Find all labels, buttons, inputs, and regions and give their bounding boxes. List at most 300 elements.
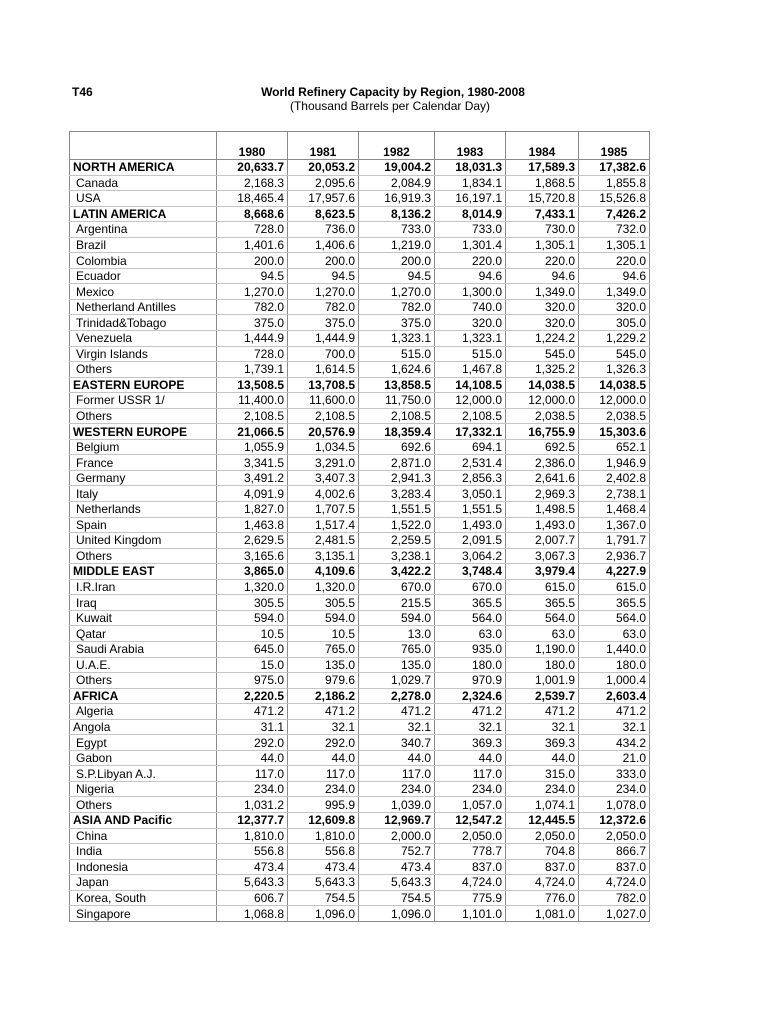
value-cell: 935.0 — [435, 641, 506, 657]
country-row — [70, 766, 650, 782]
value-cell: 3,050.1 — [435, 486, 506, 502]
country-row — [70, 346, 650, 362]
value-cell: 2,186.2 — [288, 688, 359, 704]
value-cell: 692.5 — [506, 439, 579, 455]
row-label: Others — [70, 362, 217, 378]
value-cell: 94.6 — [506, 268, 579, 284]
value-cell: 1,270.0 — [359, 284, 435, 300]
row-label: U.A.E. — [70, 657, 217, 673]
value-cell: 730.0 — [506, 222, 579, 238]
value-cell: 18,031.3 — [435, 160, 506, 176]
row-label: Gabon — [70, 750, 217, 766]
row-label: Venezuela — [70, 331, 217, 347]
row-label: United Kingdom — [70, 533, 217, 549]
value-cell: 2,539.7 — [506, 688, 579, 704]
value-cell: 2,402.8 — [579, 470, 650, 486]
value-cell: 16,197.1 — [435, 191, 506, 207]
value-cell: 32.1 — [435, 719, 506, 735]
value-cell: 2,084.9 — [359, 175, 435, 191]
value-cell: 117.0 — [359, 766, 435, 782]
blank-cell — [506, 132, 579, 145]
value-cell: 320.0 — [579, 299, 650, 315]
row-label: Canada — [70, 175, 217, 191]
value-cell: 1,551.5 — [359, 502, 435, 518]
value-cell: 728.0 — [217, 222, 288, 238]
value-cell: 775.9 — [435, 890, 506, 906]
row-label: EASTERN EUROPE — [70, 377, 217, 393]
value-cell: 594.0 — [359, 610, 435, 626]
value-cell: 32.1 — [579, 719, 650, 735]
value-cell: 17,382.6 — [579, 160, 650, 176]
row-label: Colombia — [70, 253, 217, 269]
row-label: Saudi Arabia — [70, 641, 217, 657]
value-cell: 3,407.3 — [288, 470, 359, 486]
value-cell: 1,440.0 — [579, 641, 650, 657]
value-cell: 1,444.9 — [288, 331, 359, 347]
value-cell: 1,467.8 — [435, 362, 506, 378]
value-cell: 1,493.0 — [435, 517, 506, 533]
value-cell: 4,002.6 — [288, 486, 359, 502]
value-cell: 11,750.0 — [359, 393, 435, 409]
value-cell: 2,050.0 — [579, 828, 650, 844]
value-cell: 752.7 — [359, 844, 435, 860]
value-cell: 2,108.5 — [359, 408, 435, 424]
value-cell: 2,091.5 — [435, 533, 506, 549]
refinery-capacity-table — [69, 131, 650, 922]
value-cell: 733.0 — [359, 222, 435, 238]
country-row — [70, 486, 650, 502]
value-cell: 8,668.6 — [217, 206, 288, 222]
value-cell: 594.0 — [217, 610, 288, 626]
value-cell: 4,091.9 — [217, 486, 288, 502]
value-cell: 615.0 — [506, 579, 579, 595]
year-header: 1983 — [435, 144, 506, 160]
value-cell: 1,305.1 — [506, 237, 579, 253]
blank-cell — [217, 132, 288, 145]
value-cell: 12,377.7 — [217, 812, 288, 828]
value-cell: 117.0 — [288, 766, 359, 782]
value-cell: 10.5 — [288, 626, 359, 642]
value-cell: 471.2 — [217, 704, 288, 720]
value-cell: 1,791.7 — [579, 533, 650, 549]
value-cell: 12,445.5 — [506, 812, 579, 828]
value-cell: 1,270.0 — [217, 284, 288, 300]
country-row — [70, 641, 650, 657]
value-cell: 3,491.2 — [217, 470, 288, 486]
value-cell: 4,724.0 — [579, 875, 650, 891]
row-label: Mexico — [70, 284, 217, 300]
table-body — [70, 132, 650, 922]
value-cell: 736.0 — [288, 222, 359, 238]
country-row — [70, 222, 650, 238]
row-label: Ecuador — [70, 268, 217, 284]
value-cell: 4,227.9 — [579, 564, 650, 580]
value-cell: 15,526.8 — [579, 191, 650, 207]
value-cell: 20,576.9 — [288, 424, 359, 440]
row-label: Others — [70, 673, 217, 689]
country-row — [70, 797, 650, 813]
value-cell: 606.7 — [217, 890, 288, 906]
country-row — [70, 906, 650, 922]
value-cell: 1,522.0 — [359, 517, 435, 533]
region-row — [70, 564, 650, 580]
country-row — [70, 362, 650, 378]
value-cell: 1,219.0 — [359, 237, 435, 253]
row-label: Korea, South — [70, 890, 217, 906]
value-cell: 180.0 — [435, 657, 506, 673]
value-cell: 320.0 — [435, 315, 506, 331]
value-cell: 700.0 — [288, 346, 359, 362]
value-cell: 3,422.2 — [359, 564, 435, 580]
row-label: NORTH AMERICA — [70, 160, 217, 176]
value-cell: 1,096.0 — [359, 906, 435, 922]
value-cell: 32.1 — [359, 719, 435, 735]
value-cell: 471.2 — [288, 704, 359, 720]
value-cell: 2,108.5 — [288, 408, 359, 424]
country-row — [70, 175, 650, 191]
year-header: 1984 — [506, 144, 579, 160]
value-cell: 220.0 — [435, 253, 506, 269]
value-cell: 2,969.3 — [506, 486, 579, 502]
value-cell: 645.0 — [217, 641, 288, 657]
value-cell: 1,498.5 — [506, 502, 579, 518]
value-cell: 369.3 — [435, 735, 506, 751]
value-cell: 778.7 — [435, 844, 506, 860]
row-label: Spain — [70, 517, 217, 533]
value-cell: 63.0 — [506, 626, 579, 642]
value-cell: 837.0 — [435, 859, 506, 875]
row-label: India — [70, 844, 217, 860]
value-cell: 8,136.2 — [359, 206, 435, 222]
row-label: WESTERN EUROPE — [70, 424, 217, 440]
blank-cell — [70, 132, 217, 145]
country-row — [70, 719, 650, 735]
value-cell: 32.1 — [288, 719, 359, 735]
country-row — [70, 750, 650, 766]
country-row — [70, 626, 650, 642]
value-cell: 556.8 — [217, 844, 288, 860]
row-label: Trinidad&Tobago — [70, 315, 217, 331]
value-cell: 515.0 — [435, 346, 506, 362]
country-row — [70, 828, 650, 844]
value-cell: 782.0 — [359, 299, 435, 315]
country-row — [70, 657, 650, 673]
value-cell: 10.5 — [217, 626, 288, 642]
value-cell: 556.8 — [288, 844, 359, 860]
value-cell: 320.0 — [506, 299, 579, 315]
value-cell: 1,055.9 — [217, 439, 288, 455]
value-cell: 365.5 — [506, 595, 579, 611]
value-cell: 2,095.6 — [288, 175, 359, 191]
value-cell: 15,720.8 — [506, 191, 579, 207]
value-cell: 1,057.0 — [435, 797, 506, 813]
value-cell: 13,708.5 — [288, 377, 359, 393]
row-label: MIDDLE EAST — [70, 564, 217, 580]
value-cell: 1,190.0 — [506, 641, 579, 657]
row-label: Netherland Antilles — [70, 299, 217, 315]
country-row — [70, 579, 650, 595]
value-cell: 2,856.3 — [435, 470, 506, 486]
value-cell: 1,739.1 — [217, 362, 288, 378]
value-cell: 3,291.0 — [288, 455, 359, 471]
value-cell: 180.0 — [506, 657, 579, 673]
value-cell: 975.0 — [217, 673, 288, 689]
value-cell: 234.0 — [579, 781, 650, 797]
value-cell: 7,433.1 — [506, 206, 579, 222]
country-row — [70, 253, 650, 269]
value-cell: 8,014.9 — [435, 206, 506, 222]
value-cell: 471.2 — [359, 704, 435, 720]
value-cell: 292.0 — [217, 735, 288, 751]
value-cell: 1,320.0 — [217, 579, 288, 595]
country-row — [70, 502, 650, 518]
value-cell: 234.0 — [435, 781, 506, 797]
country-row — [70, 393, 650, 409]
row-label: Italy — [70, 486, 217, 502]
value-cell: 782.0 — [217, 299, 288, 315]
value-cell: 754.5 — [359, 890, 435, 906]
country-row — [70, 455, 650, 471]
row-label: Japan — [70, 875, 217, 891]
blank-cell — [435, 132, 506, 145]
value-cell: 375.0 — [359, 315, 435, 331]
value-cell: 135.0 — [288, 657, 359, 673]
value-cell: 292.0 — [288, 735, 359, 751]
value-cell: 12,000.0 — [579, 393, 650, 409]
value-cell: 3,748.4 — [435, 564, 506, 580]
value-cell: 545.0 — [506, 346, 579, 362]
value-cell: 5,643.3 — [217, 875, 288, 891]
value-cell: 1,349.0 — [579, 284, 650, 300]
value-cell: 765.0 — [288, 641, 359, 657]
value-cell: 3,165.6 — [217, 548, 288, 564]
year-header-row — [70, 144, 650, 160]
value-cell: 2,038.5 — [506, 408, 579, 424]
row-label: Angola — [70, 719, 217, 735]
value-cell: 754.5 — [288, 890, 359, 906]
row-label: LATIN AMERICA — [70, 206, 217, 222]
value-cell: 615.0 — [579, 579, 650, 595]
row-label: Singapore — [70, 906, 217, 922]
blank-cell — [288, 132, 359, 145]
value-cell: 1,834.1 — [435, 175, 506, 191]
country-row — [70, 548, 650, 564]
value-cell: 2,050.0 — [506, 828, 579, 844]
value-cell: 135.0 — [359, 657, 435, 673]
row-label: Belgium — [70, 439, 217, 455]
value-cell: 1,517.4 — [288, 517, 359, 533]
value-cell: 1,270.0 — [288, 284, 359, 300]
value-cell: 220.0 — [579, 253, 650, 269]
country-row — [70, 408, 650, 424]
row-label: Former USSR 1/ — [70, 393, 217, 409]
value-cell: 19,004.2 — [359, 160, 435, 176]
value-cell: 1,827.0 — [217, 502, 288, 518]
country-row — [70, 781, 650, 797]
value-cell: 1,029.7 — [359, 673, 435, 689]
value-cell: 2,641.6 — [506, 470, 579, 486]
value-cell: 234.0 — [359, 781, 435, 797]
value-cell: 2,481.5 — [288, 533, 359, 549]
value-cell: 1,323.1 — [435, 331, 506, 347]
value-cell: 473.4 — [288, 859, 359, 875]
year-header: 1980 — [217, 144, 288, 160]
value-cell: 1,463.8 — [217, 517, 288, 533]
value-cell: 215.5 — [359, 595, 435, 611]
value-cell: 1,000.4 — [579, 673, 650, 689]
value-cell: 31.1 — [217, 719, 288, 735]
value-cell: 782.0 — [579, 890, 650, 906]
value-cell: 12,969.7 — [359, 812, 435, 828]
value-cell: 13,508.5 — [217, 377, 288, 393]
value-cell: 3,341.5 — [217, 455, 288, 471]
row-label: France — [70, 455, 217, 471]
value-cell: 670.0 — [359, 579, 435, 595]
value-cell: 1,305.1 — [579, 237, 650, 253]
value-cell: 1,707.5 — [288, 502, 359, 518]
value-cell: 375.0 — [217, 315, 288, 331]
region-row — [70, 812, 650, 828]
year-header: 1985 — [579, 144, 650, 160]
value-cell: 333.0 — [579, 766, 650, 782]
value-cell: 16,755.9 — [506, 424, 579, 440]
country-row — [70, 439, 650, 455]
value-cell: 20,633.7 — [217, 160, 288, 176]
row-label: Nigeria — [70, 781, 217, 797]
value-cell: 340.7 — [359, 735, 435, 751]
row-label: Algeria — [70, 704, 217, 720]
value-cell: 837.0 — [506, 859, 579, 875]
row-label: I.R.Iran — [70, 579, 217, 595]
value-cell: 1,031.2 — [217, 797, 288, 813]
value-cell: 2,386.0 — [506, 455, 579, 471]
country-row — [70, 517, 650, 533]
value-cell: 670.0 — [435, 579, 506, 595]
value-cell: 995.9 — [288, 797, 359, 813]
value-cell: 2,531.4 — [435, 455, 506, 471]
value-cell: 20,053.2 — [288, 160, 359, 176]
country-row — [70, 470, 650, 486]
value-cell: 12,000.0 — [435, 393, 506, 409]
value-cell: 320.0 — [506, 315, 579, 331]
country-row — [70, 704, 650, 720]
value-cell: 732.0 — [579, 222, 650, 238]
row-label: Kuwait — [70, 610, 217, 626]
row-label: Others — [70, 797, 217, 813]
value-cell: 32.1 — [506, 719, 579, 735]
row-label: Virgin Islands — [70, 346, 217, 362]
value-cell: 21.0 — [579, 750, 650, 766]
value-cell: 866.7 — [579, 844, 650, 860]
value-cell: 473.4 — [359, 859, 435, 875]
blank-cell — [359, 132, 435, 145]
value-cell: 564.0 — [579, 610, 650, 626]
value-cell: 94.5 — [288, 268, 359, 284]
blank-row — [70, 132, 650, 145]
row-label: AFRICA — [70, 688, 217, 704]
value-cell: 1,855.8 — [579, 175, 650, 191]
row-label: Netherlands — [70, 502, 217, 518]
value-cell: 1,325.2 — [506, 362, 579, 378]
value-cell: 94.5 — [217, 268, 288, 284]
value-cell: 515.0 — [359, 346, 435, 362]
value-cell: 234.0 — [217, 781, 288, 797]
year-header-blank — [70, 144, 217, 160]
value-cell: 1,224.2 — [506, 331, 579, 347]
country-row — [70, 890, 650, 906]
value-cell: 12,000.0 — [506, 393, 579, 409]
value-cell: 3,238.1 — [359, 548, 435, 564]
value-cell: 2,259.5 — [359, 533, 435, 549]
value-cell: 5,643.3 — [288, 875, 359, 891]
value-cell: 117.0 — [217, 766, 288, 782]
row-label: Brazil — [70, 237, 217, 253]
value-cell: 2,050.0 — [435, 828, 506, 844]
value-cell: 1,027.0 — [579, 906, 650, 922]
value-cell: 14,038.5 — [579, 377, 650, 393]
value-cell: 2,278.0 — [359, 688, 435, 704]
value-cell: 17,332.1 — [435, 424, 506, 440]
value-cell: 733.0 — [435, 222, 506, 238]
value-cell: 94.6 — [435, 268, 506, 284]
value-cell: 979.6 — [288, 673, 359, 689]
value-cell: 471.2 — [506, 704, 579, 720]
value-cell: 234.0 — [506, 781, 579, 797]
country-row — [70, 284, 650, 300]
value-cell: 740.0 — [435, 299, 506, 315]
value-cell: 1,300.0 — [435, 284, 506, 300]
value-cell: 4,109.6 — [288, 564, 359, 580]
value-cell: 2,603.4 — [579, 688, 650, 704]
value-cell: 220.0 — [506, 253, 579, 269]
value-cell: 94.6 — [579, 268, 650, 284]
value-cell: 18,359.4 — [359, 424, 435, 440]
value-cell: 200.0 — [288, 253, 359, 269]
row-label: S.P.Libyan A.J. — [70, 766, 217, 782]
value-cell: 2,168.3 — [217, 175, 288, 191]
value-cell: 594.0 — [288, 610, 359, 626]
row-label: Others — [70, 408, 217, 424]
value-cell: 44.0 — [506, 750, 579, 766]
value-cell: 44.0 — [435, 750, 506, 766]
value-cell: 1,493.0 — [506, 517, 579, 533]
value-cell: 3,064.2 — [435, 548, 506, 564]
value-cell: 471.2 — [435, 704, 506, 720]
value-cell: 4,724.0 — [506, 875, 579, 891]
country-row — [70, 191, 650, 207]
country-row — [70, 735, 650, 751]
table-id: T46 — [72, 85, 93, 99]
country-row — [70, 268, 650, 284]
value-cell: 2,000.0 — [359, 828, 435, 844]
value-cell: 315.0 — [506, 766, 579, 782]
value-cell: 365.5 — [435, 595, 506, 611]
value-cell: 15,303.6 — [579, 424, 650, 440]
value-cell: 305.5 — [288, 595, 359, 611]
row-label: China — [70, 828, 217, 844]
value-cell: 473.4 — [217, 859, 288, 875]
table-subtitle — [0, 99, 768, 113]
country-row — [70, 331, 650, 347]
value-cell: 44.0 — [288, 750, 359, 766]
value-cell: 3,135.1 — [288, 548, 359, 564]
value-cell: 728.0 — [217, 346, 288, 362]
value-cell: 21,066.5 — [217, 424, 288, 440]
value-cell: 1,349.0 — [506, 284, 579, 300]
value-cell: 7,426.2 — [579, 206, 650, 222]
row-label: Germany — [70, 470, 217, 486]
value-cell: 3,865.0 — [217, 564, 288, 580]
